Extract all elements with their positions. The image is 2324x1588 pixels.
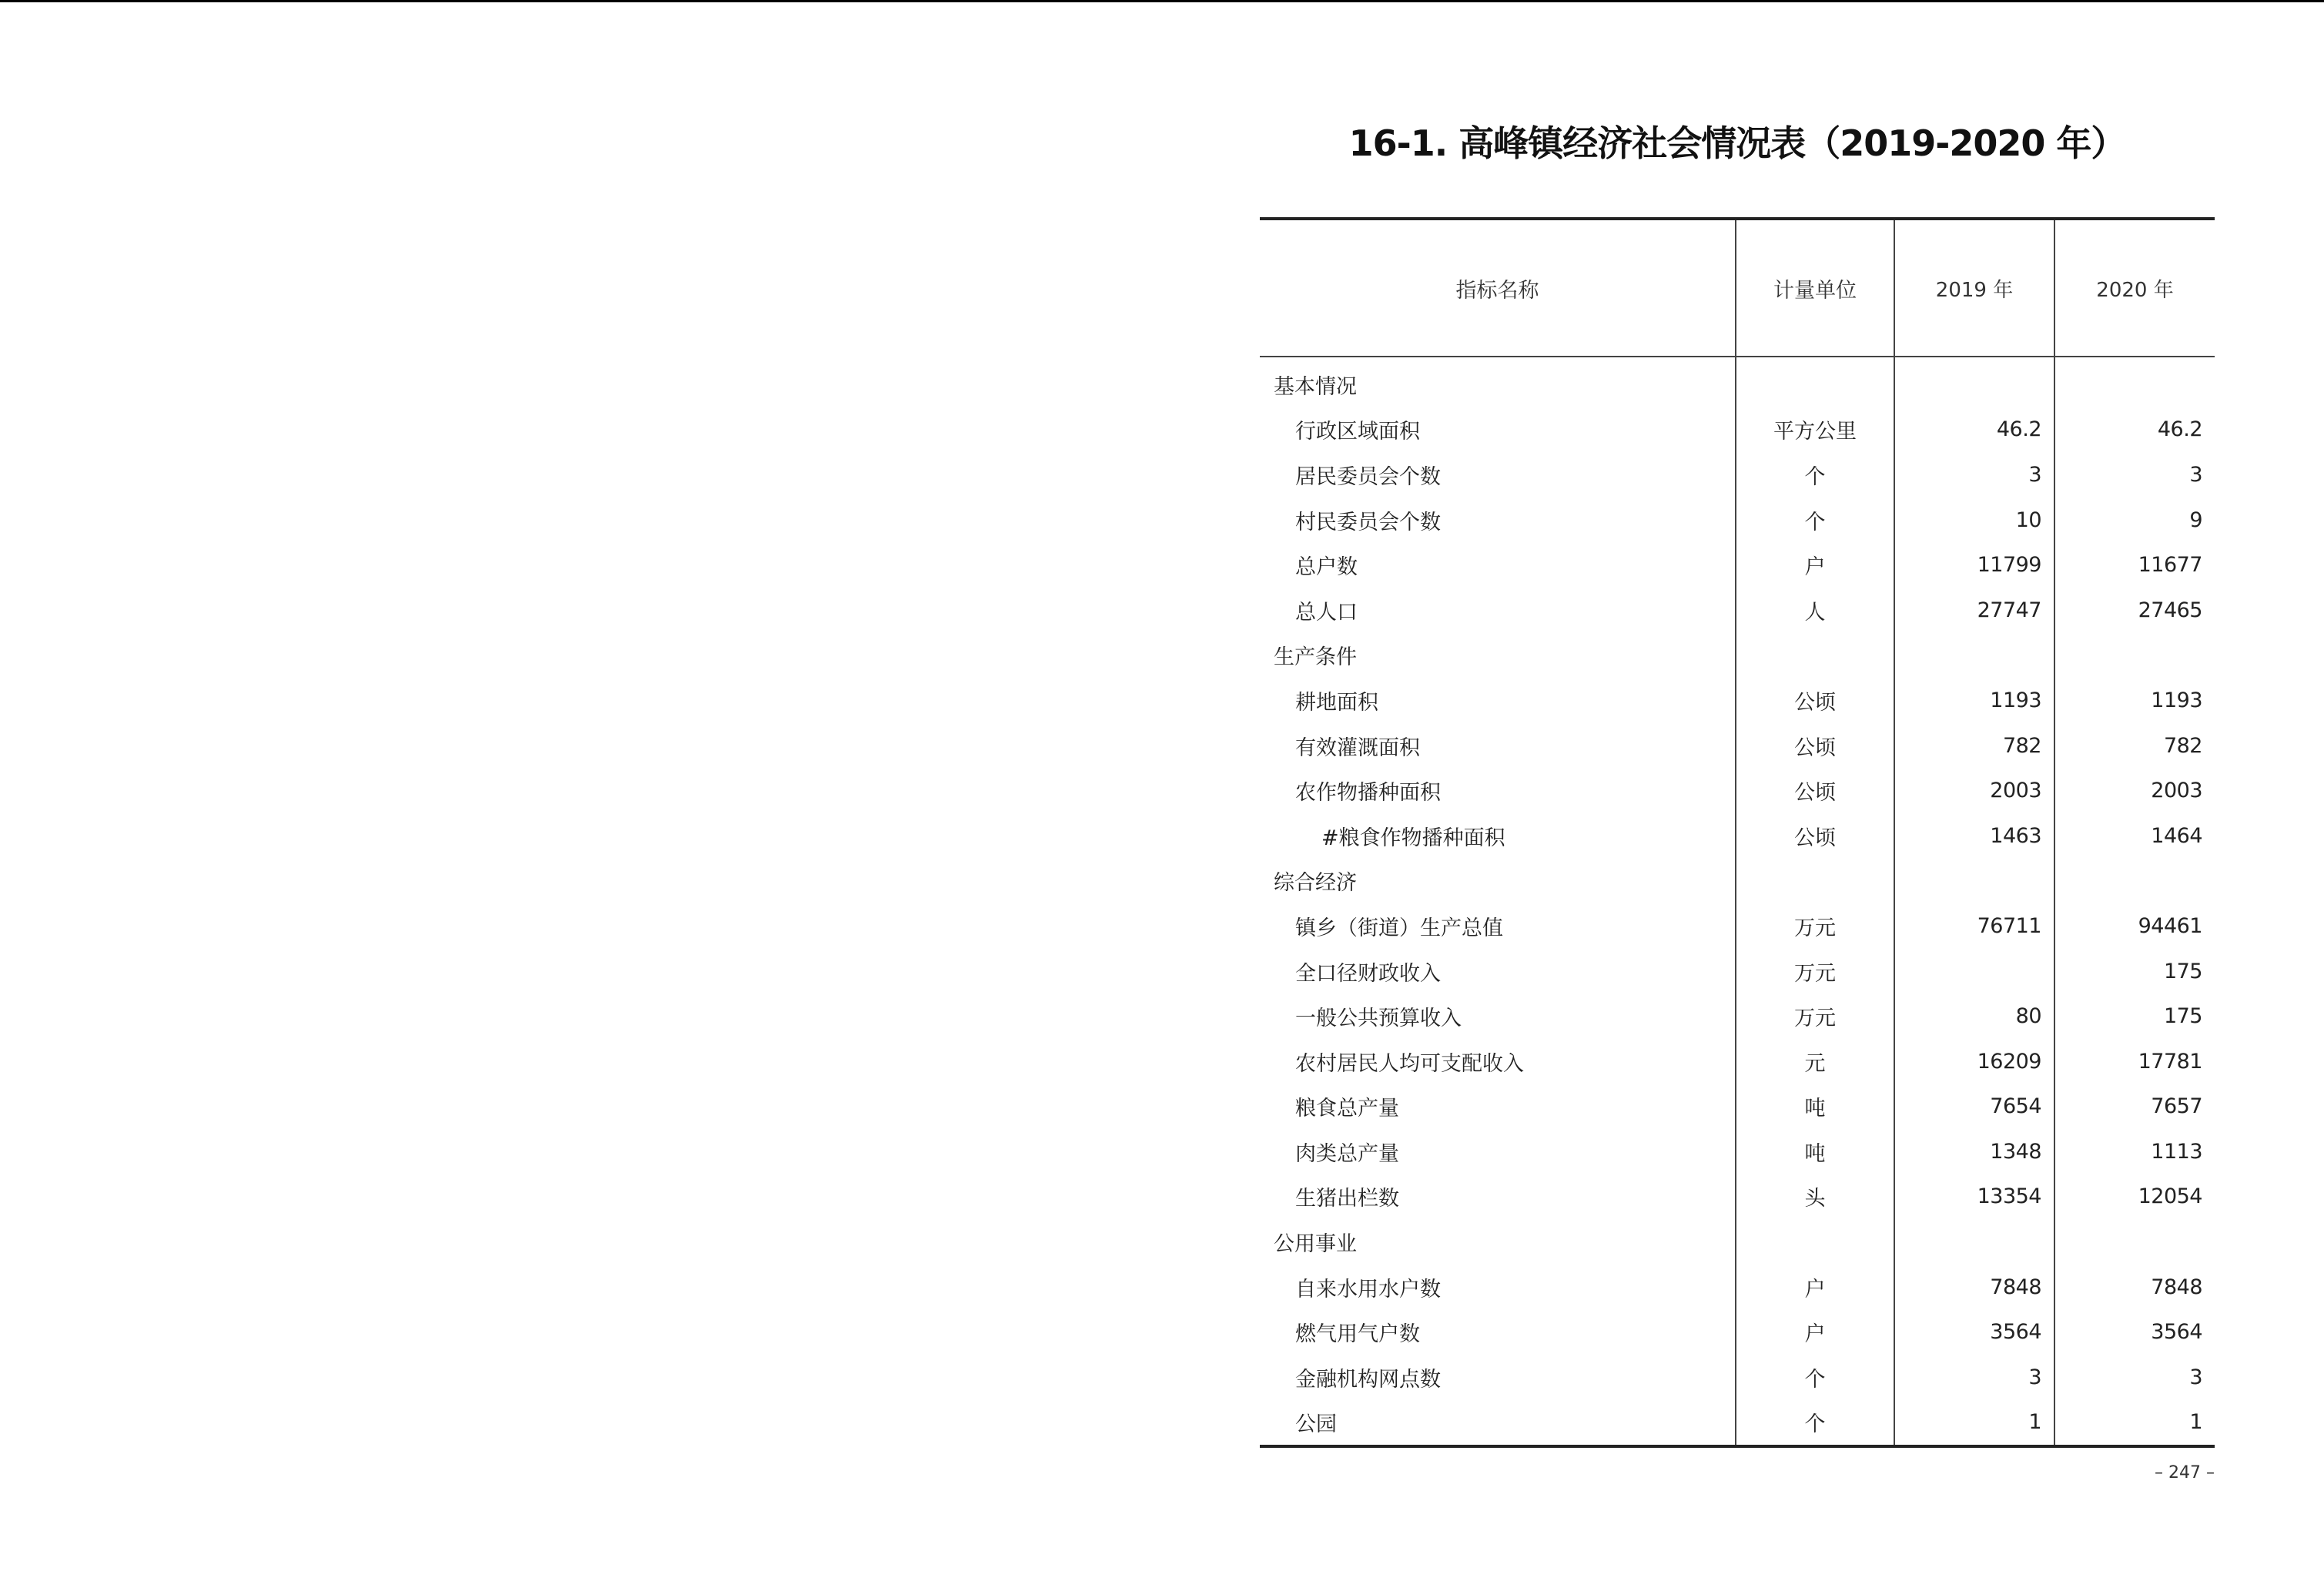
value-2020-cell: 1193	[2054, 678, 2215, 723]
page-number: – 247 –	[2155, 1463, 2215, 1482]
indicator-name-cell: 公园	[1295, 1412, 1337, 1437]
table-row	[1260, 768, 2215, 813]
value-2020-cell: 3	[2054, 1355, 2215, 1400]
value-2020-cell: 3	[2054, 452, 2215, 498]
indicator-name-cell: 总人口	[1295, 600, 1358, 625]
unit-cell: 公顷	[1736, 723, 1894, 769]
table-row	[1260, 1084, 2215, 1130]
value-2020-cell: 17781	[2054, 1039, 2215, 1084]
indicator-name-cell: 肉类总产量	[1295, 1141, 1399, 1166]
indicator-name-cell: #粮食作物播种面积	[1321, 826, 1505, 850]
table-row	[1260, 1129, 2215, 1174]
top-border-line	[0, 0, 2324, 2]
value-2019-cell: 1348	[1894, 1129, 2054, 1174]
table-section-row	[1260, 633, 2215, 678]
value-2020-cell	[2054, 357, 2215, 407]
value-2020-cell: 3564	[2054, 1309, 2215, 1355]
page-title: 16-1. 高峰镇经济社会情况表（2019-2020 年）	[1348, 122, 2126, 164]
value-2020-cell	[2054, 633, 2215, 678]
unit-cell: 人	[1736, 588, 1894, 633]
value-2019-cell: 2003	[1894, 768, 2054, 813]
value-2020-cell: 12054	[2054, 1174, 2215, 1220]
unit-cell: 个	[1736, 1355, 1894, 1400]
table-row	[1260, 588, 2215, 633]
unit-cell: 万元	[1736, 993, 1894, 1039]
value-2020-cell: 175	[2054, 993, 2215, 1039]
indicator-name-cell: 燃气用气户数	[1295, 1322, 1420, 1347]
value-2019-cell: 13354	[1894, 1174, 2054, 1220]
value-2019-cell: 782	[1894, 723, 2054, 769]
indicator-name-cell: 村民委员会个数	[1295, 510, 1441, 534]
value-2020-cell: 7657	[2054, 1084, 2215, 1130]
unit-cell: 吨	[1736, 1129, 1894, 1174]
table-row	[1260, 452, 2215, 498]
statistics-table	[1260, 217, 2215, 1448]
table-row	[1260, 1174, 2215, 1220]
value-2019-cell: 3	[1894, 452, 2054, 498]
value-2020-cell: 1113	[2054, 1129, 2215, 1174]
value-2019-cell	[1894, 859, 2054, 904]
value-2020-cell: 175	[2054, 949, 2215, 994]
unit-cell: 头	[1736, 1174, 1894, 1220]
unit-cell: 户	[1736, 1265, 1894, 1310]
unit-cell: 万元	[1736, 949, 1894, 994]
indicator-name-cell: 居民委员会个数	[1295, 464, 1441, 489]
value-2020-cell: 2003	[2054, 768, 2215, 813]
table-row	[1260, 1400, 2215, 1447]
unit-cell: 个	[1736, 452, 1894, 498]
table-row	[1260, 678, 2215, 723]
value-2020-cell	[2054, 859, 2215, 904]
unit-cell: 吨	[1736, 1084, 1894, 1130]
indicator-name-cell: 公用事业	[1274, 1232, 1357, 1257]
table-row	[1260, 1355, 2215, 1400]
indicator-name-cell: 总户数	[1295, 555, 1358, 580]
indicator-name-cell: 耕地面积	[1295, 690, 1378, 715]
indicator-name-cell: 全口径财政收入	[1295, 961, 1441, 986]
value-2019-cell: 46.2	[1894, 407, 2054, 453]
indicator-name-cell: 农作物播种面积	[1295, 781, 1441, 806]
indicator-name-cell: 镇乡（街道）生产总值	[1295, 916, 1503, 940]
column-header-unit: 计量单位	[1736, 219, 1894, 357]
unit-cell: 公顷	[1736, 813, 1894, 859]
value-2019-cell: 7848	[1894, 1265, 2054, 1310]
value-2020-cell: 94461	[2054, 903, 2215, 949]
indicator-name-cell: 农村居民人均可支配收入	[1295, 1051, 1524, 1076]
column-header-name: 指标名称	[1260, 219, 1736, 357]
value-2019-cell: 27747	[1894, 588, 2054, 633]
table-section-row	[1260, 357, 2215, 407]
table-row	[1260, 813, 2215, 859]
unit-cell: 公顷	[1736, 678, 1894, 723]
table-row	[1260, 993, 2215, 1039]
indicator-name-cell: 自来水用水户数	[1295, 1277, 1441, 1302]
value-2020-cell: 7848	[2054, 1265, 2215, 1310]
value-2019-cell: 7654	[1894, 1084, 2054, 1130]
unit-cell	[1736, 859, 1894, 904]
unit-cell: 户	[1736, 542, 1894, 588]
table-row	[1260, 1309, 2215, 1355]
indicator-name-cell: 基本情况	[1274, 374, 1357, 399]
value-2019-cell: 10	[1894, 498, 2054, 543]
value-2019-cell: 80	[1894, 993, 2054, 1039]
value-2020-cell: 9	[2054, 498, 2215, 543]
value-2020-cell	[2054, 1219, 2215, 1265]
value-2020-cell: 1464	[2054, 813, 2215, 859]
table-section-row	[1260, 859, 2215, 904]
indicator-name-cell: 粮食总产量	[1295, 1097, 1399, 1121]
table-row	[1260, 1039, 2215, 1084]
indicator-name-cell: 生产条件	[1274, 645, 1357, 670]
value-2020-cell: 782	[2054, 723, 2215, 769]
indicator-name-cell: 生猪出栏数	[1295, 1187, 1399, 1211]
value-2019-cell	[1894, 949, 2054, 994]
unit-cell: 万元	[1736, 903, 1894, 949]
value-2020-cell: 1	[2054, 1400, 2215, 1447]
unit-cell	[1736, 357, 1894, 407]
unit-cell: 平方公里	[1736, 407, 1894, 453]
column-header-2020: 2020 年	[2054, 219, 2215, 357]
value-2020-cell: 46.2	[2054, 407, 2215, 453]
value-2020-cell: 27465	[2054, 588, 2215, 633]
table-body	[1260, 357, 2215, 1446]
unit-cell: 个	[1736, 498, 1894, 543]
table-row	[1260, 903, 2215, 949]
value-2019-cell: 3	[1894, 1355, 2054, 1400]
unit-cell	[1736, 1219, 1894, 1265]
table-row	[1260, 542, 2215, 588]
indicator-name-cell: 综合经济	[1274, 871, 1357, 896]
unit-cell: 公顷	[1736, 768, 1894, 813]
table-row	[1260, 498, 2215, 543]
indicator-name-cell: 一般公共预算收入	[1295, 1007, 1462, 1031]
value-2019-cell: 1193	[1894, 678, 2054, 723]
indicator-name-cell: 有效灌溉面积	[1295, 735, 1420, 760]
column-header-2019: 2019 年	[1894, 219, 2054, 357]
value-2020-cell: 11677	[2054, 542, 2215, 588]
unit-cell	[1736, 633, 1894, 678]
value-2019-cell: 1463	[1894, 813, 2054, 859]
value-2019-cell	[1894, 357, 2054, 407]
value-2019-cell: 3564	[1894, 1309, 2054, 1355]
value-2019-cell: 16209	[1894, 1039, 2054, 1084]
indicator-name-cell: 行政区域面积	[1295, 420, 1420, 444]
table-row	[1260, 1265, 2215, 1310]
value-2019-cell: 11799	[1894, 542, 2054, 588]
unit-cell: 个	[1736, 1400, 1894, 1447]
value-2019-cell: 1	[1894, 1400, 2054, 1447]
value-2019-cell: 76711	[1894, 903, 2054, 949]
table-section-row	[1260, 1219, 2215, 1265]
table-row	[1260, 949, 2215, 994]
unit-cell: 户	[1736, 1309, 1894, 1355]
value-2019-cell	[1894, 1219, 2054, 1265]
unit-cell: 元	[1736, 1039, 1894, 1084]
table-row	[1260, 407, 2215, 453]
indicator-name-cell: 金融机构网点数	[1295, 1367, 1441, 1392]
value-2019-cell	[1894, 633, 2054, 678]
table-row	[1260, 723, 2215, 769]
table-header-row	[1260, 219, 2215, 357]
